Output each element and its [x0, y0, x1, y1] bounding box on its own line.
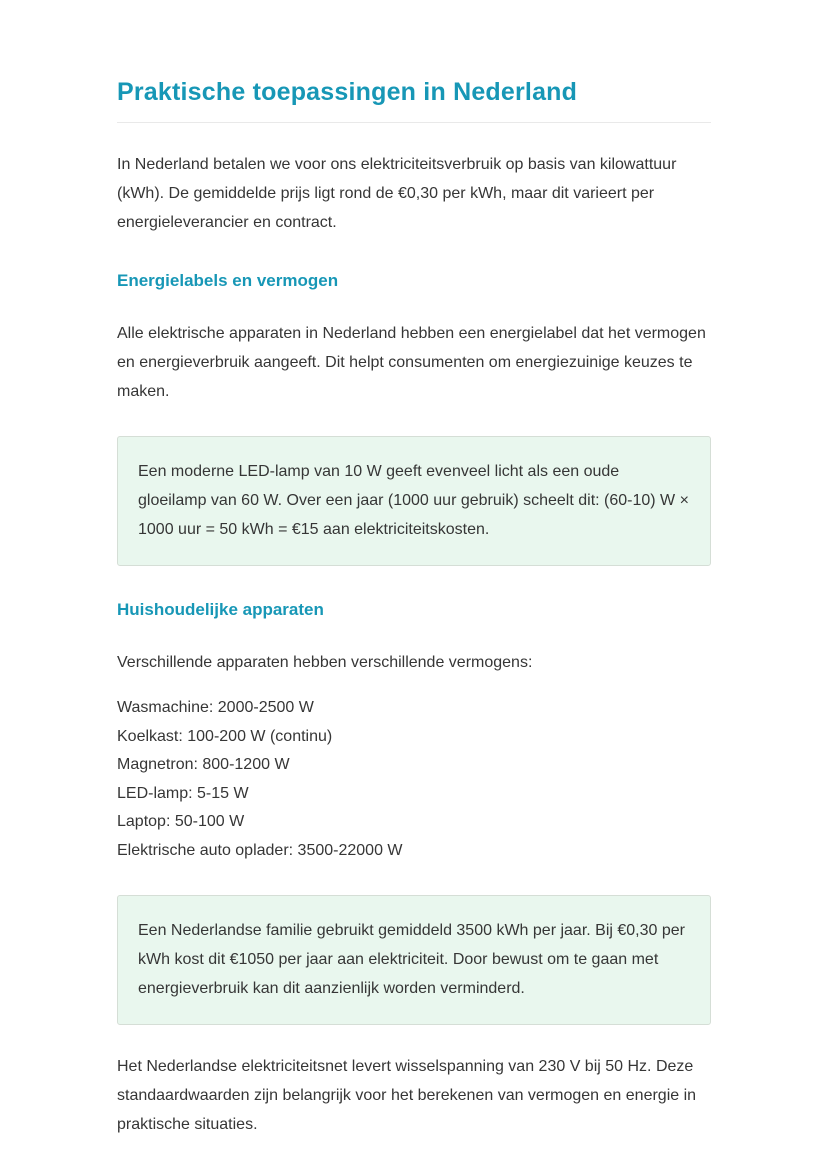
appliance-list — [117, 694, 711, 865]
info-box-familie-verbruik-text: Een Nederlandse familie gebruikt gemiddeld 3500 kWh per jaar. Bij €0,30 per kWh kost dit €1050 per jaar aan elektriciteit. Door bewust om te gaan met energieverbruik kan dit aanzienlijk worden verminderd. — [138, 922, 685, 997]
appliance-item-magnetron: Magnetron: 800-1200 W — [117, 756, 290, 773]
appliance-item-led-lamp: LED-lamp: 5-15 W — [117, 784, 249, 802]
appliance-item-koelkast: Koelkast: 100-200 W (continu) — [117, 727, 333, 745]
info-box-led-lamp-text: Een moderne LED-lamp van 10 W geeft evenveel licht als een oude gloeilamp van 60 W. Over een jaar (1000 uur gebruik) scheelt dit: (60-10) W × 1000 uur = 50 kWh = €15 aan elektriciteitskosten. — [138, 463, 689, 538]
title-divider — [117, 122, 711, 123]
page-title: Praktische toepassingen in Nederland — [117, 78, 578, 106]
intro-paragraph: In Nederland betalen we voor ons elektriciteitsverbruik op basis van kilowattuur (kWh). De gemiddelde prijs ligt rond de €0,30 per kWh, maar dit varieert per energieleverancier en contract. — [117, 156, 677, 231]
outro-paragraph: Het Nederlandse elektriciteitsnet levert wisselspanning van 230 V bij 50 Hz. Deze standaardwaarden zijn belangrijk voor het berekenen van vermogen en energie in praktische situaties. — [117, 1058, 697, 1133]
section-heading-energielabels: Energielabels en vermogen — [117, 271, 339, 290]
article-page — [117, 0, 711, 1139]
appliance-item-auto-oplader: Elektrische auto oplader: 3500-22000 W — [117, 841, 403, 859]
info-box-led-lamp — [117, 436, 711, 566]
energielabels-paragraph: Alle elektrische apparaten in Nederland hebben een energielabel dat het vermogen en energieverbruik aangeeft. Dit helpt consumenten om energiezuinige keuzes te maken. — [117, 325, 706, 400]
section-heading-apparaten: Huishoudelijke apparaten — [117, 600, 324, 619]
appliance-item-wasmachine: Wasmachine: 2000-2500 W — [117, 699, 314, 716]
info-box-familie-verbruik — [117, 895, 711, 1025]
apparaten-paragraph: Verschillende apparaten hebben verschillende vermogens: — [117, 654, 533, 671]
appliance-item-laptop: Laptop: 50-100 W — [117, 813, 245, 830]
